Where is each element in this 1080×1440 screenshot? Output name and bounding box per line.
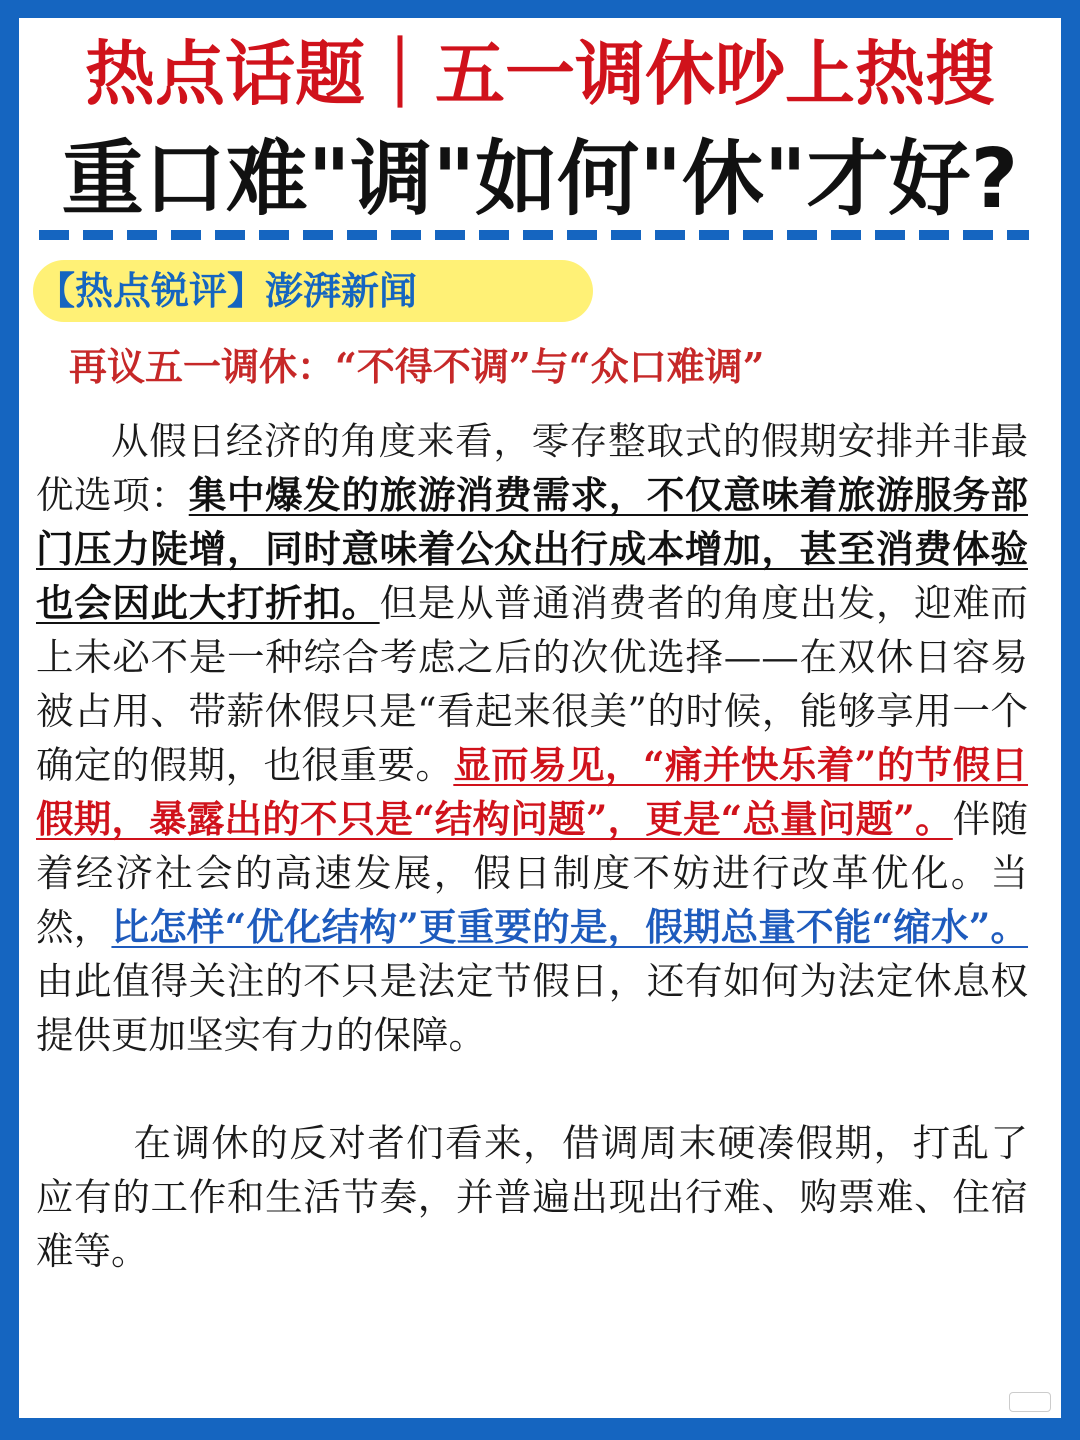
paragraph-1 <box>36 414 1028 1062</box>
dashed-divider <box>39 230 1029 240</box>
paragraph-2: 在调休的反对者们看来，借调周末硬凑假期，打乱了应有的工作和生活节奏，并普遍出现出行难、购票难、住宿难等。 <box>36 1121 1028 1273</box>
source-badge: 【热点锐评】澎湃新闻 <box>33 260 593 322</box>
article-card <box>19 18 1061 1418</box>
headline-question: 重口难"调"如何"休"才好? <box>61 132 1019 227</box>
text-segment: 从假日经济的角度来看，零存整取式的假期安排并非最优选项： <box>36 419 1028 517</box>
text-segment: 但是从普通消费者的角度出发，迎难而上未必不是一种综合考虑之后的次优选择——在双休日容易被占用、带薪休假只是“看起来很美”的时候，能够享用一个确定的假期，也很重要。 <box>36 581 1029 787</box>
highlight-blue-underline: 比怎样“优化结构”更重要的是，假期总量不能“缩水”。 <box>111 905 1029 949</box>
watermark-logo <box>1009 1392 1051 1412</box>
text-segment: 由此值得关注的不只是法定节假日，还有如何为法定休息权提供更加坚实有力的保障。 <box>36 959 1028 1057</box>
text-segment: 伴随着经济社会的高速发展，假日制度不妨进行改革优化。当然， <box>36 797 1029 949</box>
article-body <box>36 414 1028 1278</box>
highlight-red-underline: 显而易见，“痛并快乐着”的节假日假期，暴露出的不只是“结构问题”，更是“总量问题”。 <box>36 743 1029 841</box>
headline-topic: 热点话题｜五一调休吵上热搜 <box>85 33 995 115</box>
highlight-black-underline: 集中爆发的旅游消费需求，不仅意味着旅游服务部门压力陡增，同时意味着公众出行成本增加，甚至消费体验也会因此大打折扣。 <box>36 473 1029 625</box>
article-subtitle: 再议五一调休：“不得不调”与“众口难调” <box>69 344 765 389</box>
